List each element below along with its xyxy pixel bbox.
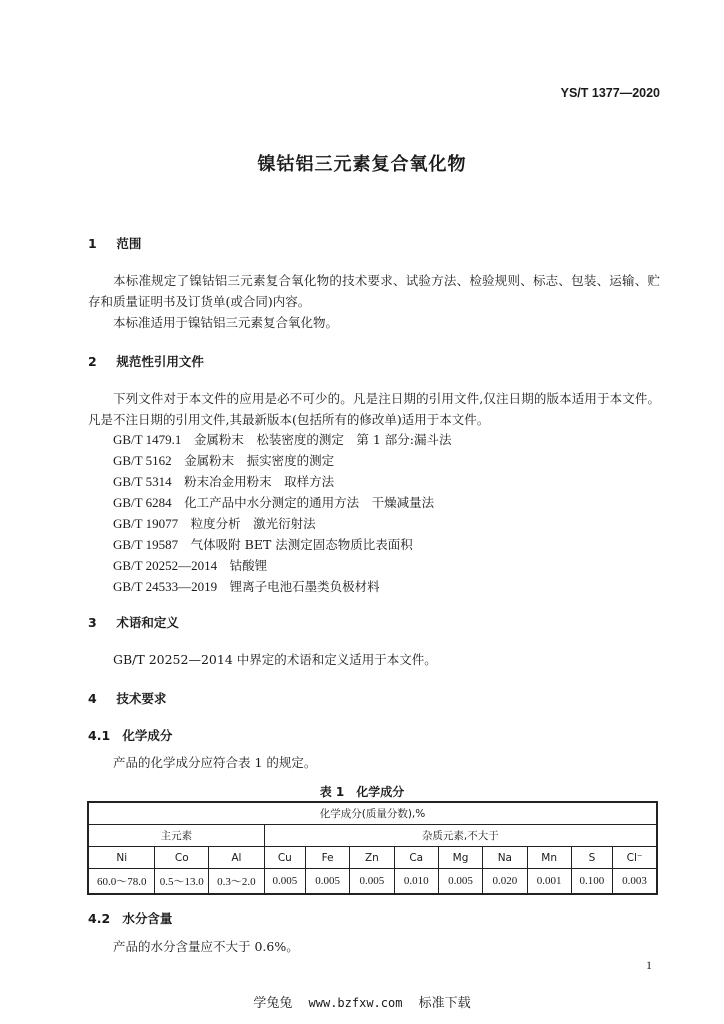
table-element-row bbox=[88, 847, 657, 869]
value-cell: 0.003 bbox=[613, 869, 657, 895]
reference-item bbox=[113, 451, 334, 469]
element-cell: Zn bbox=[350, 847, 394, 869]
table-caption: 表 1 化学成分 bbox=[319, 785, 405, 799]
element-cell: Ca bbox=[394, 847, 438, 869]
section-number: 4 bbox=[88, 691, 97, 706]
table-header-row bbox=[88, 802, 657, 825]
value-cell: 0.5～13.0 bbox=[155, 869, 209, 895]
reference-title: 粒度分析 激光衍射法 bbox=[190, 516, 316, 531]
value-cell: 0.001 bbox=[527, 869, 571, 895]
section-number: 2 bbox=[88, 354, 97, 369]
footer-label: 标准下载 bbox=[418, 996, 471, 1011]
terms-paragraph: GB/T 20252—2014 中界定的术语和定义适用于本文件。 bbox=[113, 652, 437, 667]
section-title: 规范性引用文件 bbox=[116, 354, 204, 369]
chemical-composition-paragraph: 产品的化学成分应符合表 1 的规定。 bbox=[113, 755, 317, 770]
value-cell: 60.0～78.0 bbox=[88, 869, 155, 895]
reference-item bbox=[113, 577, 380, 595]
reference-item bbox=[113, 556, 267, 574]
value-cell: 0.005 bbox=[305, 869, 349, 895]
section-number: 3 bbox=[88, 615, 97, 630]
table-header-cell: 化学成分(质量分数),% bbox=[88, 802, 657, 825]
element-cell: Co bbox=[155, 847, 209, 869]
reference-title: 粉末冶金用粉末 取样方法 bbox=[184, 474, 335, 489]
element-cell: Mg bbox=[438, 847, 482, 869]
group-impurity-elements: 杂质元素,不大于 bbox=[264, 825, 657, 847]
reference-title: 金属粉末 振实密度的测定 bbox=[184, 453, 335, 468]
section-number: 4.1 bbox=[88, 728, 111, 743]
section-3-heading bbox=[88, 613, 179, 631]
reference-title: 锂离子电池石墨类负极材料 bbox=[229, 579, 380, 594]
group-main-elements: 主元素 bbox=[88, 825, 264, 847]
section-number: 4.2 bbox=[88, 911, 111, 926]
value-cell: 0.005 bbox=[264, 869, 305, 895]
page-number: 1 bbox=[646, 958, 652, 972]
reference-code: GB/T 19077 bbox=[113, 516, 179, 531]
section-1-heading bbox=[88, 234, 141, 252]
section-title: 范围 bbox=[116, 236, 142, 251]
element-cell: Al bbox=[209, 847, 265, 869]
value-cell: 0.100 bbox=[571, 869, 612, 895]
section-title: 水分含量 bbox=[122, 911, 173, 926]
section-title: 技术要求 bbox=[116, 691, 167, 706]
document-title: 镍钴铝三元素复合氧化物 bbox=[257, 154, 467, 175]
section-title: 术语和定义 bbox=[116, 615, 179, 630]
value-cell: 0.010 bbox=[394, 869, 438, 895]
footer-url[interactable]: www.bzfxw.com bbox=[308, 996, 403, 1010]
table-group-row bbox=[88, 825, 657, 847]
reference-code: GB/T 19587 bbox=[113, 537, 179, 552]
element-cell: Cu bbox=[264, 847, 305, 869]
reference-code: GB/T 6284 bbox=[113, 495, 172, 510]
element-cell: Na bbox=[483, 847, 527, 869]
value-cell: 0.005 bbox=[438, 869, 482, 895]
footer-site-name: 学兔兔 bbox=[253, 996, 293, 1011]
download-footer bbox=[0, 992, 724, 1011]
reference-title: 气体吸附 BET 法测定固态物质比表面积 bbox=[190, 537, 413, 552]
reference-title: 化工产品中水分测定的通用方法 干燥减量法 bbox=[184, 495, 435, 510]
element-cell: Cl⁻ bbox=[613, 847, 657, 869]
reference-code: GB/T 1479.1 bbox=[113, 432, 182, 447]
section-4-1-heading bbox=[88, 726, 172, 744]
reference-title: 金属粉末 松装密度的测定 第 1 部分:漏斗法 bbox=[193, 432, 452, 447]
reference-code: GB/T 24533—2019 bbox=[113, 579, 218, 594]
element-cell: S bbox=[571, 847, 612, 869]
value-cell: 0.005 bbox=[350, 869, 394, 895]
table-value-row bbox=[88, 869, 657, 895]
reference-item bbox=[113, 535, 413, 553]
section-title: 化学成分 bbox=[122, 728, 173, 743]
reference-item bbox=[113, 493, 434, 511]
reference-item bbox=[113, 472, 334, 490]
element-cell: Ni bbox=[88, 847, 155, 869]
reference-code: GB/T 5162 bbox=[113, 453, 172, 468]
reference-item bbox=[113, 514, 316, 532]
references-intro: 下列文件对于本文件的应用是必不可少的。凡是注日期的引用文件,仅注日期的版本适用于本文件。凡是不注日期的引用文件,其最新版本(包括所有的修改单)适用于本文件。 bbox=[88, 391, 660, 427]
standard-number: YS/T 1377—2020 bbox=[560, 86, 660, 100]
section-number: 1 bbox=[88, 236, 97, 251]
section-2-heading bbox=[88, 352, 204, 370]
section-4-2-heading bbox=[88, 909, 172, 927]
reference-code: GB/T 5314 bbox=[113, 474, 172, 489]
element-cell: Fe bbox=[305, 847, 349, 869]
reference-item bbox=[113, 430, 452, 448]
reference-code: GB/T 20252—2014 bbox=[113, 558, 218, 573]
scope-applicability: 本标准适用于镍钴铝三元素复合氧化物。 bbox=[113, 315, 339, 330]
element-cell: Mn bbox=[527, 847, 571, 869]
moisture-paragraph: 产品的水分含量应不大于 0.6%。 bbox=[113, 939, 299, 954]
section-4-heading bbox=[88, 689, 166, 707]
chemical-composition-table bbox=[87, 801, 658, 895]
reference-title: 钴酸锂 bbox=[229, 558, 268, 573]
value-cell: 0.3～2.0 bbox=[209, 869, 265, 895]
value-cell: 0.020 bbox=[483, 869, 527, 895]
scope-paragraph: 本标准规定了镍钴铝三元素复合氧化物的技术要求、试验方法、检验规则、标志、包装、运输、贮存和质量证明书及订货单(或合同)内容。 bbox=[88, 273, 660, 309]
